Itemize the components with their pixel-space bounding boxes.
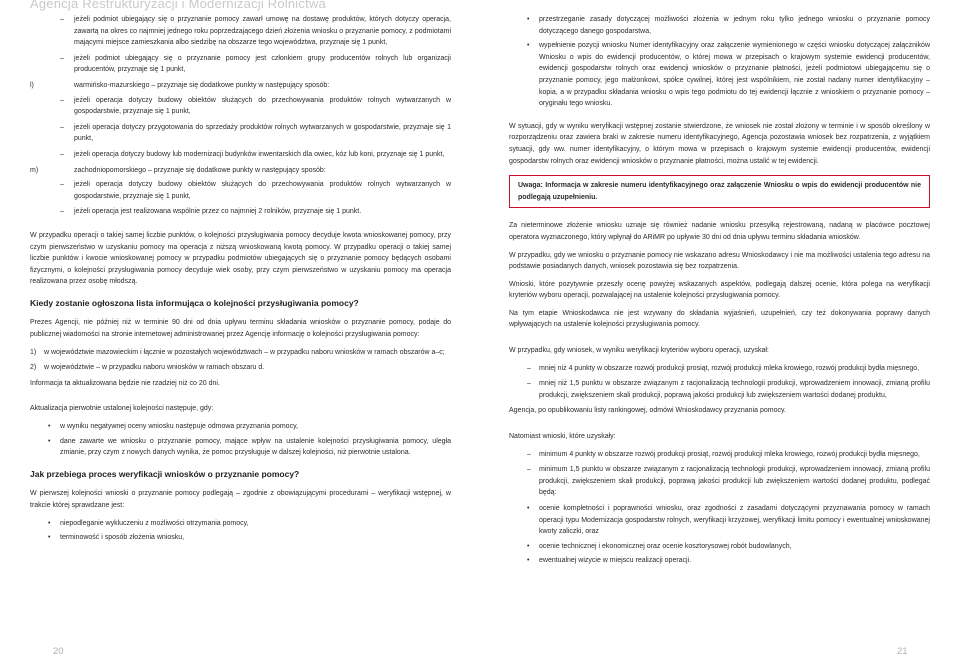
- running-header: Agencja Restrukturyzacji i Modernizacji Rolnictwa: [30, 0, 326, 11]
- section-heading: Kiedy zostanie ogłoszona lista informująca o kolejności przysługiwania pomocy?: [30, 297, 359, 308]
- list-item: [30, 165, 451, 177]
- bullet-item: • ocenie kompletności i poprawności wniosku, oraz zgodności z zasadami dotyczącymi przyznawania pomocy w ramach operacji typu Modernizacja gospodarstw rolnych, weryfikacji krzyżowej, weryfikacji limitu pomocy i ewentualnej wnioskowanej kwoty zaliczki, oraz: [509, 503, 930, 538]
- list-item: – jeżeli operacja dotyczy budowy lub modernizacji budynków inwentarskich dla owiec, kóz lub koni, przyznaje się 1 punkt,: [30, 149, 451, 161]
- page-number-left: 20: [53, 646, 64, 657]
- list-item: – jeżeli operacja dotyczy budowy obiektów służących do przechowywania produktów rolnych wytwarzanych w gospodarstwie, przyznaje się 1 punkt,: [30, 179, 451, 202]
- list-item: – minimum 1,5 punktu w obszarze związanym z racjonalizacją technologii produkcji, wprowadzeniem innowacji, zmianą profilu produkcji, zwiększeniem skali produkcji, poprawą jakości produkcji lub zwiększeniem wartości dodanej produktu, podlegać będą:: [509, 464, 930, 499]
- list-marker: m): [30, 166, 39, 174]
- paragraph: W pierwszej kolejności wnioski o przyznanie pomocy podlegają – zgodnie z obowiązującymi procedurami – weryfikacji wstępnej, w trakcie której sprawdzane jest:: [30, 490, 451, 509]
- list-text: w województwie mazowieckim i łącznie w pozostałych województwach – w przypadku naboru wniosków w ramach obszarów a–c;: [44, 348, 445, 356]
- list-item: – jeżeli operacja jest realizowana wspólnie przez co najmniej 2 rolników, przyznaje się 1 punkt.: [30, 206, 451, 218]
- list-item: – minimum 4 punkty w obszarze rozwój produkcji prosiąt, rozwój produkcji mleka krowiego, rozwój produkcji bydła mięsnego,: [509, 449, 930, 461]
- list-item: – mniej niż 4 punkty w obszarze rozwój produkcji prosiąt, rozwój produkcji mleka krowiego, rozwój produkcji bydła mięsnego,: [509, 363, 930, 375]
- list-text: warmińsko-mazurskiego – przyznaje się dodatkowe punkty w następujący sposób:: [74, 81, 330, 89]
- list-item: [30, 362, 451, 374]
- left-column: [30, 14, 451, 547]
- paragraph: Za nieterminowe złożenie wniosku uznaje się również nadanie wniosku przesyłką rejestrowaną, nadaną w placówce pocztowej operatora wyznaczonego, który wpłynął do ARiMR po upływie 30 dni od dnia upływu terminu składania wniosków.: [509, 222, 930, 241]
- bullet-item: • ewentualnej wizycie w miejscu realizacji operacji.: [509, 555, 930, 567]
- paragraph: Informacja ta aktualizowana będzie nie rzadziej niż co 20 dni.: [30, 379, 220, 387]
- list-item: – jeżeli operacja dotyczy przygotowania do sprzedaży produktów rolnych wytwarzanych w gospodarstwie, przyznaje się 1 punkt,: [30, 122, 451, 145]
- paragraph: Wnioski, które pozytywnie przeszły ocenę powyżej wskazanych aspektów, podlegają dalszej ocenie, która polega na weryfikacji kryteriów wyboru operacji, pozwalającej na ustalenie kolejności przysługiwania pomocy.: [509, 280, 930, 300]
- paragraph: W przypadku operacji o takiej samej liczbie punktów, o kolejności przysługiwania pomocy decyduje kwota wnioskowanej pomocy, przy czym pierwszeństwo w uzyskaniu pomocy ma operacja z niższą wnioskowaną kwotą pomocy. W przypadku operacji o takiej samej liczbie punktów i kwocie wnioskowanej pomocy w przypadku podmiotów ubiegających się o przyznanie pomocy będących osobami fizycznymi, o kolejności przysługiwania pomocy decyduje wiek osoby, przy czym pierwszeństwo w uzyskaniu pomocy ma operacja realizowana przez osobę młodszą.: [30, 231, 451, 286]
- bullet-item: • wypełnienie pozycji wniosku Numer identyfikacyjny oraz załączenie wymienionego w części wniosku dotyczącej załączników Wniosku o wpis do ewidencji producentów, o której mowa w przepisach o krajowym systemie ewidencji producentów, ewidencji gospodarstw rolnych oraz ewidencji wniosków o przyznanie płatności, jeżeli podmiotowi ubiegającemu się o przyznanie pomocy, jego małżonkowi, spółce cywilnej, której jest wspólnikiem, nie został nadany numer identyfikacyjny – kopia, a w przypadku składania wniosku o wpis tego podmiotu do tej ewidencji łącznie z wnioskiem o przyznanie pomocy – oryginału tego wniosku.: [509, 40, 930, 110]
- paragraph: W sytuacji, gdy w wyniku weryfikacji wstępnej zostanie stwierdzone, że wniosek nie został złożony w terminie i w sposób określony w rozporządzeniu oraz zawiera braki w zakresie numeru identyfikacyjnego, Agencja pozostawia wniosek bez rozpatrzenia, z wyjątkiem sytuacji, gdy ww. numer identyfikacyjny, o którym mowa w przepisach o krajowym systemie ewidencji producentów, ewidencji gospodarstw rolnych oraz ewidencji wniosków o przyznanie płatności, można ustalić w tej ewidencji.: [509, 122, 930, 165]
- page-number-right: 21: [897, 646, 908, 657]
- list-item: – jeżeli podmiot ubiegający się o przyznanie pomocy jest członkiem grupy producentów rolnych lub organizacji producentów, przyznaje się 1 punkt,: [30, 53, 451, 76]
- paragraph: Aktualizacja pierwotnie ustalonej kolejności następuje, gdy:: [30, 405, 214, 413]
- paragraph: Na tym etapie Wnioskodawca nie jest wzywany do składania wyjaśnień, uzupełnień, czy też dokonywania poprawy danych wpływających na ustalenie kolejności przysługiwania pomocy.: [509, 309, 930, 329]
- list-text: zachodniopomorskiego – przyznaje się dodatkowe punkty w następujący sposób:: [74, 166, 326, 174]
- list-item: [30, 80, 451, 92]
- paragraph: Prezes Agencji, nie później niż w terminie 90 dni od dnia upływu terminu składania wniosków o przyznanie pomocy, podaje do publicznej wiadomości na stronie internetowej administrowanej przez Agencję informację o kolejności przysługiwania pomocy:: [30, 319, 451, 339]
- paragraph: W przypadku, gdy wniosek, w wyniku weryfikacji kryteriów wyboru operacji, uzyskał:: [509, 347, 769, 355]
- paragraph: Agencja, po opublikowaniu listy rankingowej, odmówi Wnioskodawcy przyznania pomocy.: [509, 407, 786, 415]
- bullet-item: • przestrzeganie zasady dotyczącej możliwości złożenia w jednym roku tylko jednego wniosku o przyznanie pomocy dotyczącego danego gospodarstwa,: [509, 14, 930, 37]
- list-marker: 1): [30, 348, 37, 356]
- section-heading: Jak przebiega proces weryfikacji wniosków o przyznanie pomocy?: [30, 468, 300, 479]
- bullet-item: • dane zawarte we wniosku o przyznanie pomocy, mające wpływ na ustalenie kolejności przysługiwania pomocy, uległa zmianie, przy czym z nowych danych wynika, że pomoc przysługuje w dalszej kolejności, niż pierwotnie ustalona.: [30, 436, 451, 459]
- list-marker: 2): [30, 364, 37, 372]
- list-item: – jeżeli operacja dotyczy budowy obiektów służących do przechowywania produktów rolnych wytwarzanych w gospodarstwie, przyznaje się 1 punkt,: [30, 95, 451, 118]
- bullet-item: • terminowość i sposób złożenia wniosku,: [30, 532, 451, 544]
- note-box: Uwaga: Informacja w zakresie numeru identyfikacyjnego oraz załączenie Wniosku o wpis do ewidencji producentów nie podlegają uzupełnieniu.: [509, 175, 930, 208]
- paragraph: W przypadku, gdy we wniosku o przyznanie pomocy nie wskazano adresu Wnioskodawcy i nie ma możliwości ustalenia tego adresu na podstawie posiadanych danych, wniosek pozostawia się bez rozpatrzenia.: [509, 251, 930, 271]
- list-text: w województwie – w przypadku naboru wniosków w ramach obszaru d.: [44, 364, 265, 372]
- list-marker: l): [30, 81, 34, 89]
- list-item: [30, 347, 451, 359]
- paragraph: Natomiast wnioski, które uzyskały:: [509, 433, 616, 441]
- right-column: [509, 14, 930, 570]
- bullet-item: • w wyniku negatywnej oceny wniosku następuje odmowa przyznania pomocy,: [30, 421, 451, 433]
- bullet-item: • niepodleganie wykluczeniu z możliwości otrzymania pomocy,: [30, 518, 451, 530]
- list-item: – jeżeli podmiot ubiegający się o przyznanie pomocy zawarł umowę na dostawę produktów, których dotyczy operacja, zawartą na okres co najmniej jednego roku poprzedzającego dzień złożenia wniosku o przyznanie pomocy, z podmiotami mającymi miejsce zamieszkania albo siedzibę na obszarze tego województwa, przyznaje się 1 punkt,: [30, 14, 451, 49]
- bullet-item: • ocenie technicznej i ekonomicznej oraz ocenie kosztorysowej robót budowlanych,: [509, 541, 930, 553]
- list-item: – mniej niż 1,5 punktu w obszarze związanym z racjonalizacją technologii produkcji, wprowadzeniem innowacji, zmianą profilu produkcji, zwiększeniem skali produkcji, poprawą jakości produkcji lub zwiększeniem wartości dodanej produktu,: [509, 378, 930, 401]
